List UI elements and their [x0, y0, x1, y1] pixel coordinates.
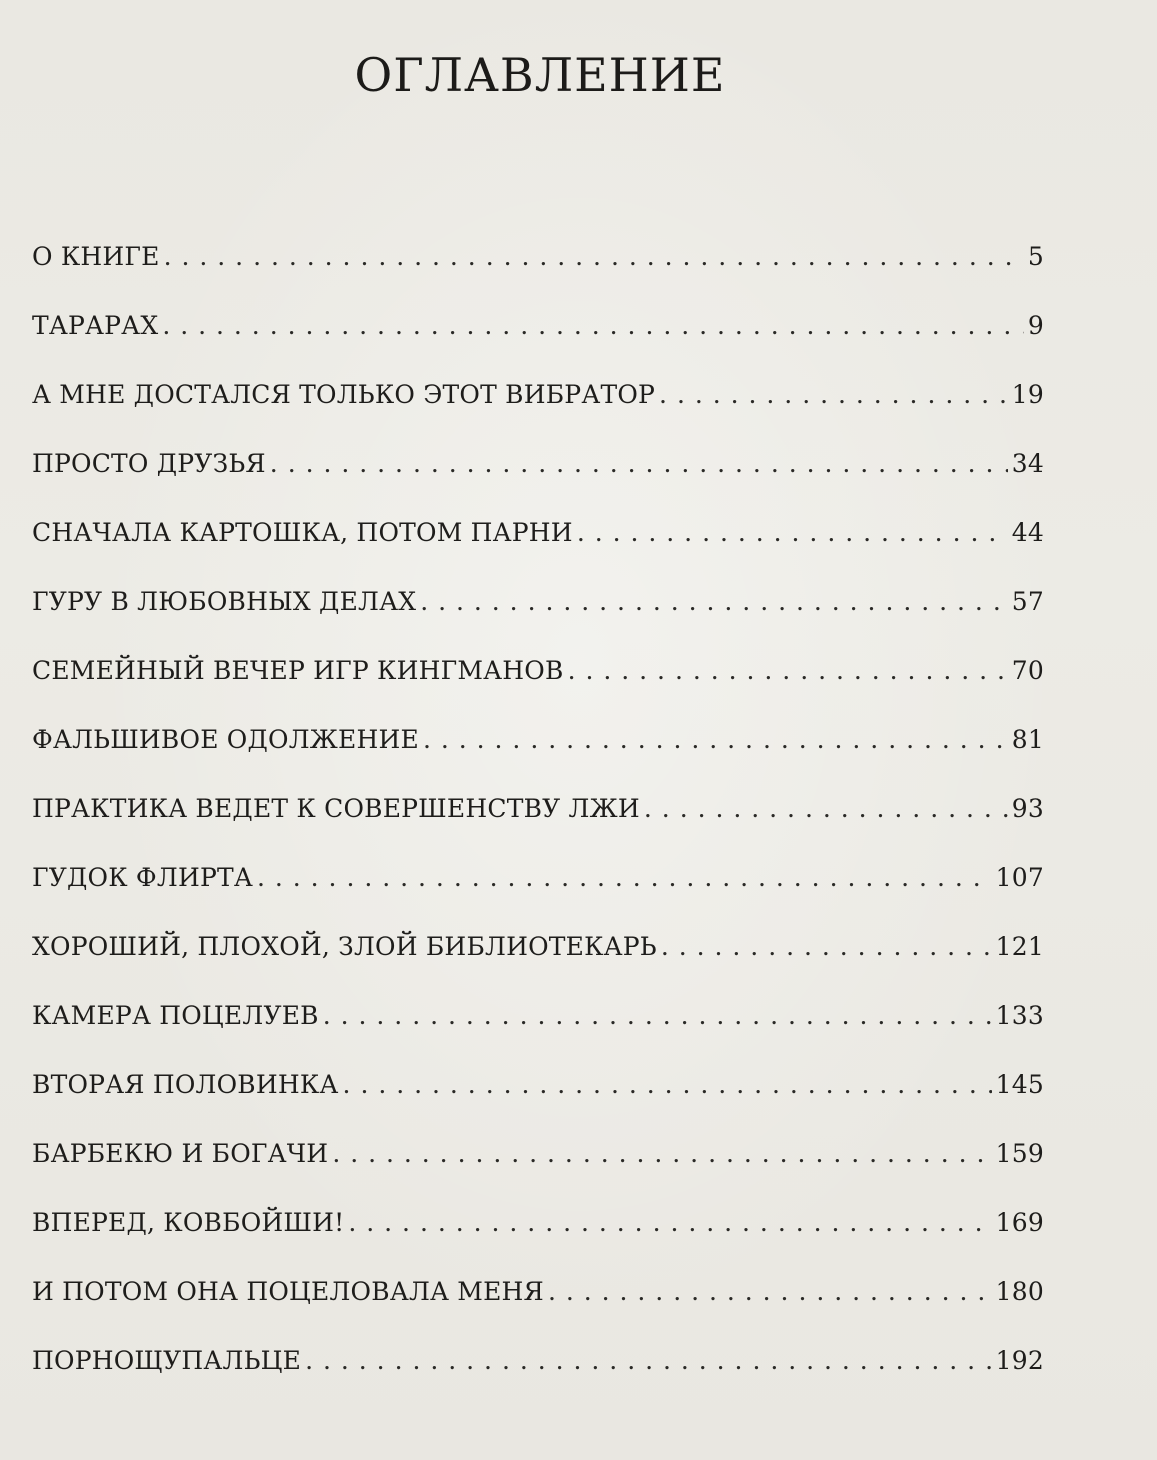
toc-entry[interactable] [32, 567, 1044, 636]
toc-entry-title: КАМЕРА ПОЦЕЛУЕВ [32, 1001, 319, 1030]
dot-leader [548, 1257, 992, 1326]
toc-entry[interactable] [32, 1257, 1044, 1326]
dot-leader [332, 1119, 991, 1188]
dot-leader [343, 1050, 992, 1119]
dot-leader [257, 843, 992, 912]
toc-entry[interactable] [32, 222, 1044, 291]
toc-entry[interactable] [32, 429, 1044, 498]
toc-entry-title: И ПОТОМ ОНА ПОЦЕЛОВАЛА МЕНЯ [32, 1277, 544, 1306]
toc-entry[interactable] [32, 843, 1044, 912]
toc-entry-page: 180 [995, 1277, 1044, 1306]
toc-entry-page: 145 [995, 1070, 1044, 1099]
toc-entry-page: 5 [1027, 242, 1044, 271]
dot-leader [577, 498, 1008, 567]
toc-entry-page: 93 [1011, 794, 1044, 823]
toc-entry-page: 9 [1027, 311, 1044, 340]
toc-entry[interactable] [32, 1326, 1044, 1395]
dot-leader [270, 429, 1008, 498]
toc-entry-title: ВПЕРЕД, КОВБОЙШИ! [32, 1208, 345, 1237]
toc-entry-title: СЕМЕЙНЫЙ ВЕЧЕР ИГР КИНГМАНОВ [32, 656, 564, 685]
table-of-contents [32, 222, 1044, 1395]
dot-leader [323, 981, 992, 1050]
toc-entry-page: 81 [1011, 725, 1044, 754]
toc-entry[interactable] [32, 360, 1044, 429]
toc-entry-title: ПОРНОЩУПАЛЬЦЕ [32, 1346, 302, 1375]
page-title: ОГЛАВЛЕНИЕ [354, 48, 726, 102]
toc-entry-title: ХОРОШИЙ, ПЛОХОЙ, ЗЛОЙ БИБЛИОТЕКАРЬ [32, 932, 657, 961]
toc-entry-page: 19 [1011, 380, 1044, 409]
toc-entry-page: 169 [995, 1208, 1044, 1237]
toc-entry-page: 121 [995, 932, 1044, 961]
dot-leader [348, 1188, 991, 1257]
toc-entry-title: ПРАКТИКА ВЕДЕТ К СОВЕРШЕНСТВУ ЛЖИ [32, 794, 640, 823]
toc-entry-page: 57 [1011, 587, 1044, 616]
dot-leader [423, 705, 1008, 774]
toc-entry[interactable] [32, 705, 1044, 774]
dot-leader [644, 774, 1008, 843]
toc-entry[interactable] [32, 1119, 1044, 1188]
toc-entry-title: ГУРУ В ЛЮБОВНЫХ ДЕЛАХ [32, 587, 417, 616]
toc-entry-title: ФАЛЬШИВОЕ ОДОЛЖЕНИЕ [32, 725, 419, 754]
toc-entry[interactable] [32, 291, 1044, 360]
dot-leader [164, 222, 1024, 291]
dot-leader [420, 567, 1008, 636]
toc-entry-page: 107 [995, 863, 1044, 892]
toc-entry[interactable] [32, 912, 1044, 981]
toc-entry-title: О КНИГЕ [32, 242, 160, 271]
toc-entry-page: 192 [995, 1346, 1044, 1375]
toc-entry-title: ВТОРАЯ ПОЛОВИНКА [32, 1070, 339, 1099]
toc-entry-title: А МНЕ ДОСТАЛСЯ ТОЛЬКО ЭТОТ ВИБРАТОР [32, 380, 656, 409]
toc-entry-page: 133 [995, 1001, 1044, 1030]
toc-entry[interactable] [32, 498, 1044, 567]
toc-entry-title: ГУДОК ФЛИРТА [32, 863, 253, 892]
dot-leader [661, 912, 992, 981]
toc-entry-title: ТАРАРАХ [32, 311, 159, 340]
toc-entry[interactable] [32, 774, 1044, 843]
toc-entry-page: 159 [995, 1139, 1044, 1168]
toc-entry-page: 70 [1011, 656, 1044, 685]
toc-entry-page: 44 [1011, 518, 1044, 547]
dot-leader [659, 360, 1008, 429]
dot-leader [568, 636, 1008, 705]
toc-entry[interactable] [32, 1188, 1044, 1257]
toc-entry-title: СНАЧАЛА КАРТОШКА, ПОТОМ ПАРНИ [32, 518, 573, 547]
toc-entry[interactable] [32, 636, 1044, 705]
dot-leader [305, 1326, 992, 1395]
toc-entry-page: 34 [1011, 449, 1044, 478]
toc-entry-title: БАРБЕКЮ И БОГАЧИ [32, 1139, 329, 1168]
toc-entry[interactable] [32, 981, 1044, 1050]
toc-entry[interactable] [32, 1050, 1044, 1119]
dot-leader [162, 291, 1024, 360]
toc-entry-title: ПРОСТО ДРУЗЬЯ [32, 449, 266, 478]
